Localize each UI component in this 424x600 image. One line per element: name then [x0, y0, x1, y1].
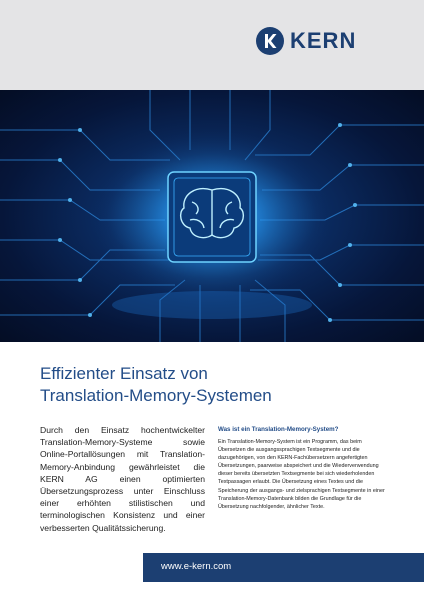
- hero-circuit-brain-image: [0, 90, 424, 342]
- header-band: [0, 0, 424, 90]
- info-heading: Was ist ein Translation-Memory-System?: [218, 426, 339, 433]
- title-line-1: Effizienter Einsatz von: [40, 364, 208, 383]
- info-box: [218, 426, 386, 511]
- kern-logo-icon: [256, 27, 284, 55]
- info-text: Ein Translation-Memory-System ist ein Programm, das beim Übersetzen die ausgangssprachigen Textsegmente und die dazugehörigen, von den KERN-Fachübersetzern angefertigten Übersetzungen, paarweise abspeichert und die Wiederverwendung dieser bereits übersetzten Textsegmente bei sich wiederholenden Textpassagen erlaubt. Die Übersetzung eines Textes und die Speicherung der ausgangs- und zielsprachigen Textsegmente in einer Translation-Memory-Datenbank bilden die Grundlage für die Übersetzung nachfolgender, ähnlicher Texte.: [218, 439, 385, 510]
- kern-logo-text: KERN: [290, 28, 357, 53]
- website-link[interactable]: www.e-kern.com: [161, 561, 232, 572]
- title-line-2: Translation-Memory-Systemen: [40, 386, 272, 405]
- page-title: [40, 363, 380, 407]
- kern-logo[interactable]: [256, 26, 356, 56]
- footer-bar: [143, 553, 424, 582]
- intro-paragraph: Durch den Einsatz hochentwickelter Translation-Memory-Systeme sowie Online-Portallösungen mit Translation-Memory-Anbindung gewährleistet die KERN AG einen optimierten Übersetzungsprozess unter Einschluss einer erhöhten stilistischen und terminologischen Konsistenz und einer verbesserten Qualitätssicherung.: [40, 425, 205, 533]
